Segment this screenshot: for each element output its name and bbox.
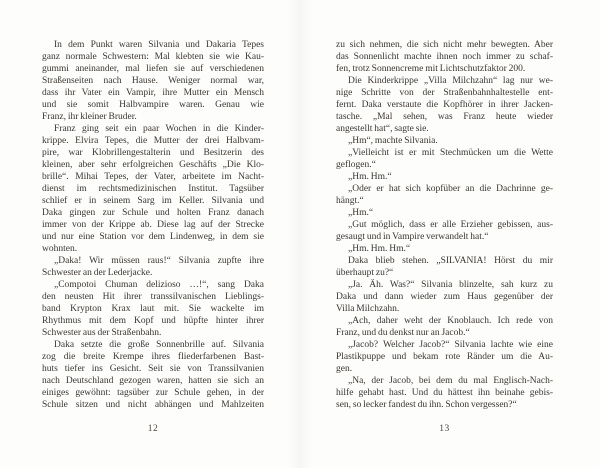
text-line: nige Schritte von der Straßenbahnhaltestelle ent-: [336, 88, 553, 98]
text-line: nach Deutschland gezogen waren, hatten sie sich an: [42, 376, 264, 386]
page-left-text-block: [42, 39, 264, 411]
text-line: brille“. Mihai Tepes, der Vater, arbeitete im Nacht-: [42, 172, 264, 182]
text-line: dass ihr Vater ein Vampir, ihre Mutter ein Mensch: [42, 88, 264, 98]
text-line: „Ach, daher weht der Knoblauch. Ich rede von: [348, 316, 553, 326]
text-line: Daka gingen zur Schule und holten Franz danach: [42, 208, 264, 218]
text-line: „Hm.“: [348, 208, 374, 218]
text-line: „Hm. Hm. Hm.“: [348, 244, 411, 254]
text-line: Plastikpuppe und bekam rote Ränder um die Au-: [336, 352, 553, 362]
text-line: „Ja. Äh. Was?“ Silvania blinzelte, sah kurz zu: [348, 280, 553, 290]
text-line: geflogen.“: [336, 160, 376, 170]
text-line: band Krypton Krax laut mit. Sie wackelte im: [42, 304, 264, 314]
text-line: fen, trotz Sonnencreme mit Lichtschutzfaktor 200.: [336, 64, 526, 74]
text-line: huts tiefer ins Gesicht. Seit sie von Transsilvanien: [42, 364, 264, 374]
text-line: gen.: [336, 364, 353, 374]
text-line: zu sich nehmen, die sich nicht mehr bewegten. Aber: [336, 40, 553, 50]
text-line: Villa Milchzahn.: [336, 304, 400, 314]
text-line: wohnten.: [42, 244, 78, 254]
text-line: Schwester aus der Straßenbahn.: [42, 328, 162, 338]
text-line: zog die breite Krempe ihres fliederfarbenen Bast-: [42, 352, 264, 362]
text-line: gesaugt und in Vampire verwandelt hat.“: [336, 232, 489, 242]
text-line: einiges gewöhnt: tagsüber zur Schule gehen, in der: [42, 388, 264, 398]
text-line: „Hm. Hm.“: [348, 172, 392, 182]
text-line: Schwester an der Lederjacke.: [42, 268, 153, 278]
text-line: Franz, und du denkst nur an Jacob.“: [336, 328, 470, 338]
text-line: schlief er in seinem Sarg im Keller. Silvania und: [42, 196, 264, 206]
text-line: gummi aneinander, mal liefen sie auf verschiedenen: [42, 64, 264, 74]
text-line: und sie somit Halbvampire waren. Genau wie: [42, 100, 264, 110]
text-line: das Sonnenlicht machte ihnen noch immer zu schaf-: [336, 52, 553, 62]
text-line: pire, war Klobrillengestalterin und Besitzerin des: [42, 148, 264, 158]
text-line: ganz normale Schwestern: Mal klebten sie wie Kau-: [42, 52, 264, 62]
text-line: Daka blieb stehen. „SILVANIA! Hörst du mir: [348, 256, 553, 266]
text-line: immer von der Krippe ab. Diese lag auf der Strecke: [42, 220, 264, 230]
text-line: Schule sitzen und nicht abhängen und Mahlzeiten: [42, 400, 264, 410]
text-line: Die Kinderkrippe „Villa Milchzahn“ lag nur we-: [348, 76, 553, 86]
page-left-number: 12: [147, 424, 159, 434]
text-line: Franz ging seit ein paar Wochen in die Kinder-: [54, 124, 264, 134]
text-line: „Oder er hat sich kopfüber an die Dachrinne ge-: [348, 184, 553, 194]
text-line: überhaupt zu?“: [336, 268, 394, 278]
text-line: Straßenseiten nach Hause. Weniger normal war,: [42, 76, 264, 86]
text-line: „Daka! Wir müssen raus!“ Silvania zupfte ihre: [54, 256, 264, 266]
text-line: „Vielleicht ist er mit Stechmücken um die Wette: [348, 148, 553, 158]
page-right-text-block: [336, 39, 553, 411]
text-line: hilfe gehabt hast. Und du hättest ihn beinahe gebis-: [336, 388, 553, 398]
text-line: „Compotoi Chuman delizioso …!“, sang Daka: [54, 280, 264, 290]
text-line: In dem Punkt waren Silvania und Dakaria Tepes: [54, 40, 264, 50]
text-line: Rhythmus mit dem Kopf und hüpfte hinter ihrer: [42, 316, 264, 326]
text-line: und nur eine Station vor dem Lindenweg, in dem sie: [42, 232, 264, 242]
text-line: tasche. „Mal sehen, was Franz heute wieder: [336, 112, 553, 122]
text-line: Franz, ihr kleiner Bruder.: [42, 112, 137, 122]
text-line: sen, so lecker fandest du ihn. Schon vergessen?“: [336, 400, 517, 410]
text-line: angestellt hat“, sagte sie.: [336, 124, 429, 134]
text-line: den neusten Hit ihrer transsilvanischen Lieblings-: [42, 292, 264, 302]
text-line: krippe. Elvira Tepes, die Mutter der drei Halbvam-: [42, 136, 264, 146]
page-gutter: [288, 0, 312, 468]
text-line: hängt.“: [336, 196, 364, 206]
text-line: Daka setzte die große Sonnenbrille auf. Silvania: [54, 340, 264, 350]
text-line: kleinen, aber sehr erfolgreichen Geschäfts „Die Klo-: [42, 160, 264, 170]
text-line: „Gut möglich, dass er alle Erzieher gebissen, aus-: [348, 220, 553, 230]
text-line: „Hm“, machte Silvania.: [348, 136, 438, 146]
text-line: „Na, der Jacob, bei dem du mal Englisch-Nach-: [348, 376, 553, 386]
text-line: „Jacob? Welcher Jacob?“ Silvania lachte wie eine: [348, 340, 553, 350]
page-right-number: 13: [439, 424, 450, 434]
text-line: dienst im rechtsmedizinischen Institut. Tagsüber: [42, 184, 264, 194]
text-line: Daka und dann wieder zum Haus gegenüber der: [336, 292, 553, 302]
text-line: fernt. Daka verstaute die Kopfhörer in ihrer Jacken-: [336, 100, 553, 110]
